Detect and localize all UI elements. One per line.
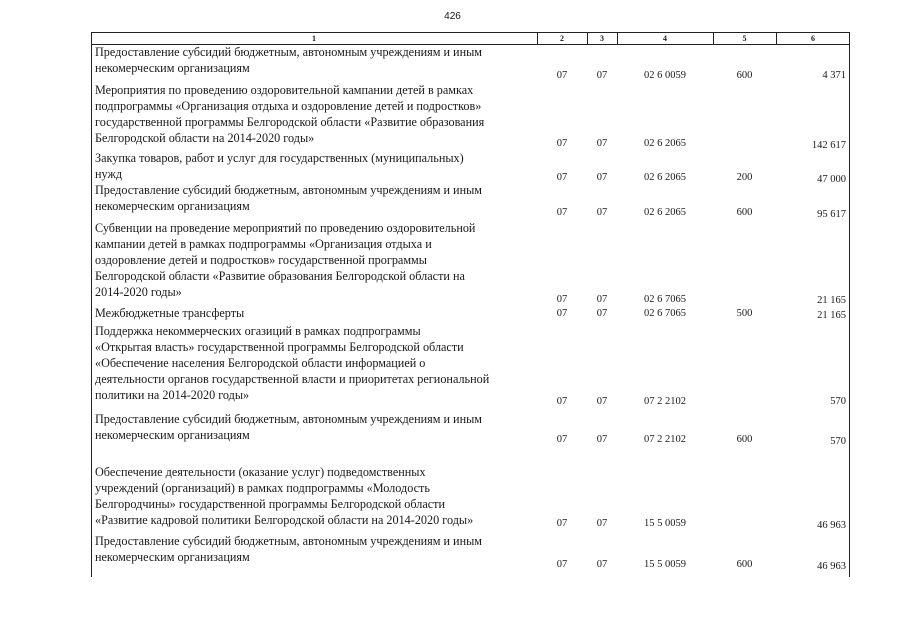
row-description-line: политики на 2014-2020 годы» [95, 388, 250, 402]
cell-target-article: 02 6 0059 [644, 70, 686, 81]
budget-table [91, 32, 850, 577]
table-row [91, 465, 850, 535]
column-divider [537, 32, 538, 44]
cell-section: 07 [556, 294, 568, 305]
row-description-line: Закупка товаров, работ и услуг для государственных (муниципальных) [95, 151, 464, 165]
row-description-line: Межбюджетные трансферты [95, 306, 245, 320]
row-description-line: кампании детей в рамках подпрограммы «Организация отдыха и [95, 237, 432, 251]
column-header-3: 3 [600, 34, 604, 43]
cell-amount: 46 963 [817, 561, 846, 572]
page-number: 426 [444, 11, 461, 22]
table-row [91, 221, 850, 309]
row-description-line: Субвенции на проведение мероприятий по проведению оздоровительной [95, 221, 476, 235]
row-description-line: государственной программы Белгородской области «Развитие образования [95, 115, 485, 129]
row-description-line: нужд [95, 167, 123, 181]
cell-target-article: 02 6 2065 [644, 172, 686, 183]
cell-target-article: 02 6 7065 [644, 294, 686, 305]
column-divider [776, 32, 777, 44]
cell-expense-type: 600 [736, 207, 753, 218]
cell-expense-type: 600 [736, 434, 753, 445]
row-description-line: «Обеспечение населения Белгородской области информацией о [95, 356, 426, 370]
row-description-line: Белгородской области на 2014-2020 годы» [95, 131, 315, 145]
row-description-line: Предоставление субсидий бюджетным, автономным учреждениям и иным [95, 534, 482, 548]
cell-amount: 21 165 [817, 310, 846, 321]
cell-subsection: 07 [596, 70, 608, 81]
cell-section: 07 [556, 518, 568, 529]
cell-section: 07 [556, 559, 568, 570]
row-description-line: Предоставление субсидий бюджетным, автономным учреждениям и иным [95, 183, 482, 197]
column-header-2: 2 [560, 34, 564, 43]
table-row [91, 45, 850, 85]
cell-section: 07 [556, 172, 568, 183]
column-header-4: 4 [663, 34, 667, 43]
table-row [91, 151, 850, 183]
row-description-line: «Развитие кадровой политики Белгородской области на 2014-2020 годы» [95, 513, 474, 527]
cell-section: 07 [556, 308, 568, 319]
cell-amount: 47 000 [817, 174, 846, 185]
cell-subsection: 07 [596, 294, 608, 305]
cell-subsection: 07 [596, 308, 608, 319]
cell-subsection: 07 [596, 559, 608, 570]
cell-target-article: 15 5 0059 [644, 559, 686, 570]
cell-amount: 4 371 [822, 70, 846, 81]
row-description-line: Предоставление субсидий бюджетным, автономным учреждениям и иным [95, 412, 482, 426]
cell-amount: 142 617 [811, 140, 846, 151]
cell-target-article: 02 6 2065 [644, 207, 686, 218]
row-description-line: Белгородской области «Развитие образования Белгородской области на [95, 269, 465, 283]
cell-section: 07 [556, 396, 568, 407]
row-description-line: Белгородчины» государственной программы Белгородской области [95, 497, 446, 511]
cell-target-article: 02 6 2065 [644, 138, 686, 149]
cell-subsection: 07 [596, 434, 608, 445]
cell-section: 07 [556, 138, 568, 149]
row-description-line: «Открытая власть» государственной программы Белгородской области [95, 340, 464, 354]
cell-target-article: 15 5 0059 [644, 518, 686, 529]
table-row [91, 83, 850, 153]
row-description-line: 2014-2020 годы» [95, 285, 182, 299]
cell-expense-type: 200 [736, 172, 753, 183]
cell-section: 07 [556, 70, 568, 81]
table-row [91, 412, 850, 450]
cell-subsection: 07 [596, 138, 608, 149]
cell-amount: 95 617 [817, 209, 846, 220]
row-description-line: Предоставление субсидий бюджетным, автономным учреждениям и иным [95, 45, 482, 59]
cell-expense-type: 600 [736, 70, 753, 81]
table-row [91, 183, 850, 219]
column-header-5: 5 [742, 34, 747, 43]
cell-amount: 46 963 [817, 520, 846, 531]
cell-expense-type: 600 [736, 559, 753, 570]
cell-subsection: 07 [596, 207, 608, 218]
table-row [91, 324, 850, 410]
table-header [91, 32, 850, 45]
cell-target-article: 07 2 2102 [644, 396, 686, 407]
row-description-line: некомерческим организациям [95, 199, 250, 213]
column-divider [713, 32, 714, 44]
row-description-line: оздоровление детей и подростков» государственной программы [95, 253, 427, 267]
column-header-1: 1 [312, 34, 316, 43]
cell-subsection: 07 [596, 396, 608, 407]
table-row [91, 306, 850, 324]
column-divider [587, 32, 588, 44]
row-description-line: деятельности органов государственной власти и приоритетах региональной [95, 372, 490, 386]
row-description-line: Обеспечение деятельности (оказание услуг) подведомственных [95, 465, 426, 479]
row-description-line: Поддержка некоммерческих огазиций в рамках подпрограммы [95, 324, 421, 338]
cell-target-article: 07 2 2102 [644, 434, 686, 445]
cell-expense-type: 500 [736, 308, 753, 319]
row-description-line: Мероприятия по проведению оздоровительной кампании детей в рамках [95, 83, 474, 97]
column-divider [617, 32, 618, 44]
row-description-line: некомерческим организациям [95, 61, 250, 75]
cell-subsection: 07 [596, 172, 608, 183]
cell-subsection: 07 [596, 518, 608, 529]
table-row [91, 534, 850, 576]
cell-target-article: 02 6 7065 [644, 308, 686, 319]
cell-amount: 21 165 [817, 295, 846, 306]
row-description-line: учреждений (организаций) в рамках подпрограммы «Молодость [95, 481, 430, 495]
row-description-line: некомерческим организациям [95, 428, 250, 442]
row-description-line: некомерческим организациям [95, 550, 250, 564]
column-header-6: 6 [811, 34, 815, 43]
row-description-line: подпрограммы «Организация отдыха и оздоровление детей и подростков» [95, 99, 482, 113]
cell-section: 07 [556, 207, 568, 218]
cell-amount: 570 [830, 436, 846, 447]
cell-amount: 570 [830, 396, 846, 407]
cell-section: 07 [556, 434, 568, 445]
